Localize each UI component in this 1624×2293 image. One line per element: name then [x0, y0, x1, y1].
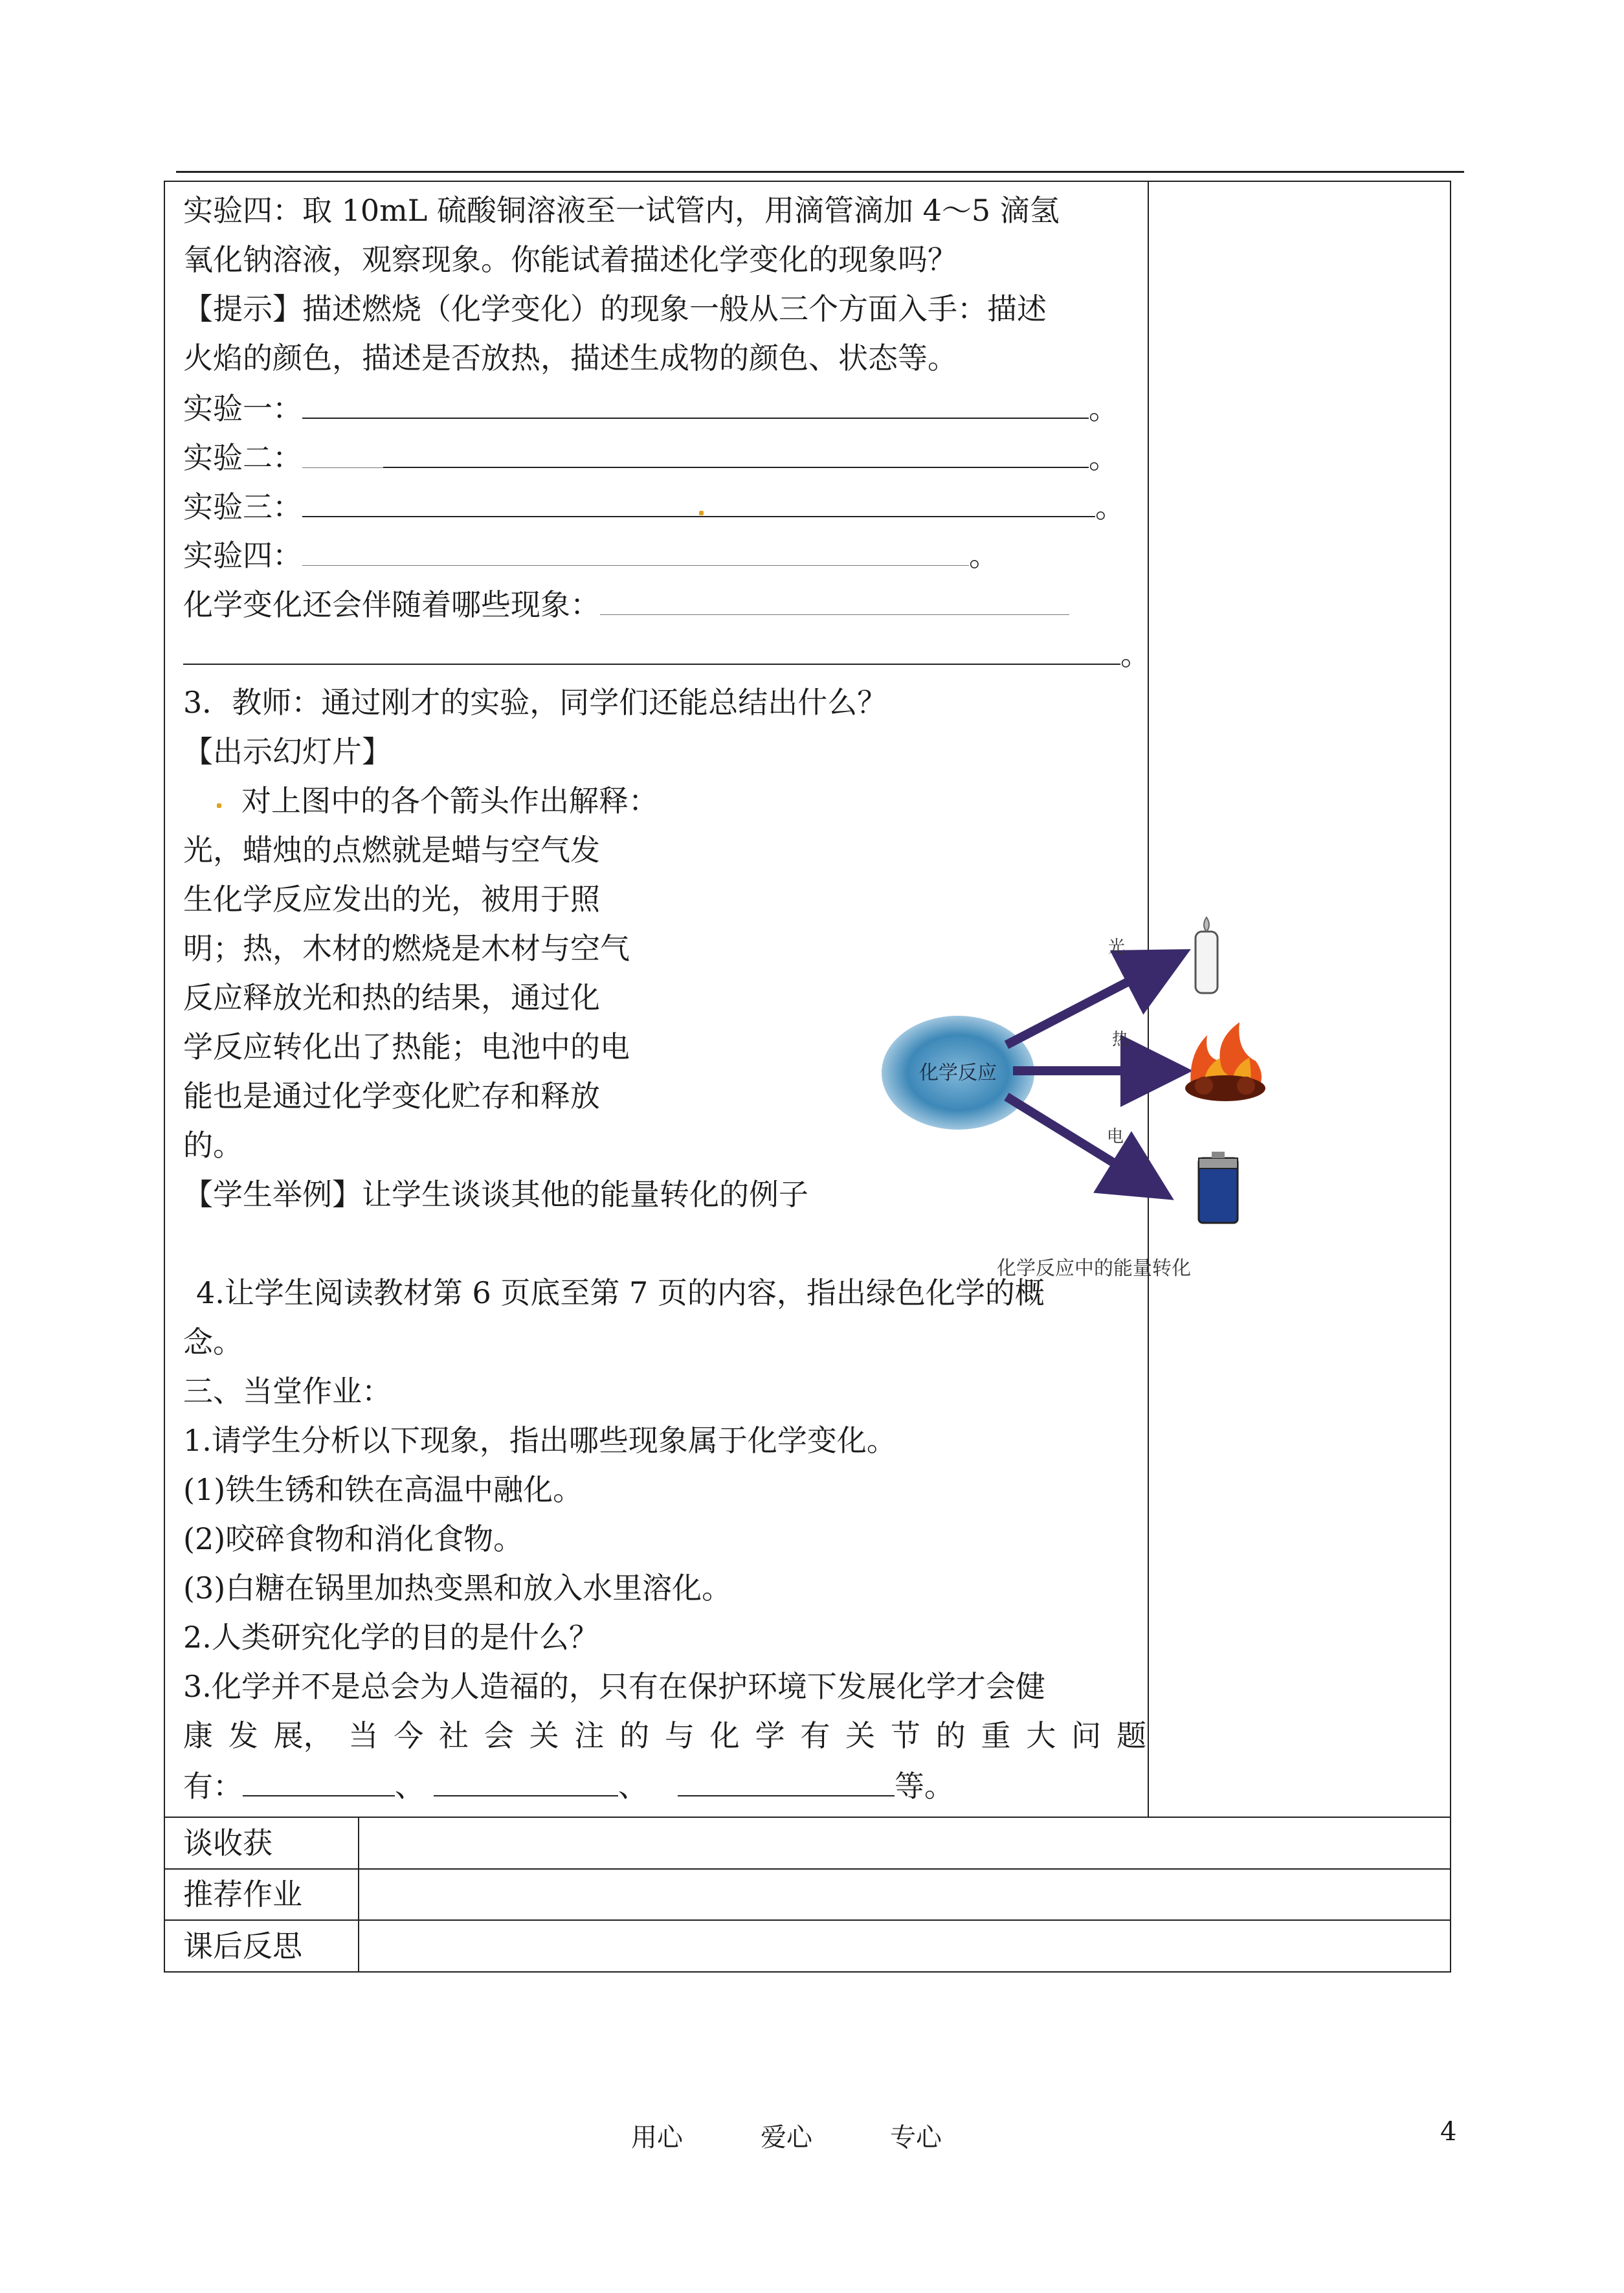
q3-blank3[interactable]	[678, 1760, 895, 1796]
q3-word-20: 题	[1116, 1718, 1146, 1753]
arrow-light	[1007, 957, 1175, 1045]
exp3-period: 。	[1095, 489, 1125, 524]
homework-q1a: (1)铁生锈和铁在高温中融化。	[183, 1472, 583, 1507]
accompany-period: 。	[1120, 637, 1150, 672]
exp2-answer-line-a[interactable]	[302, 432, 383, 468]
exp3-label: 实验三：	[183, 489, 302, 524]
q3-word-14: 关	[845, 1718, 876, 1753]
exp2-answer-line-b[interactable]	[383, 432, 1089, 468]
explanation-line7: 能也是通过化学变化贮存和释放	[183, 1079, 600, 1113]
stray-mark	[699, 511, 704, 515]
q3-word-13: 有	[800, 1718, 830, 1753]
experiment4-line2: 氧化钠溶液，观察现象。你能试着描述化学变化的现象吗？	[183, 242, 957, 277]
header-rule	[176, 171, 1464, 173]
q3-word-6: 会	[484, 1718, 514, 1753]
homework-q1c: (3)白糖在锅里加热变黑和放入水里溶化。	[183, 1571, 732, 1605]
accompany-answer-line2[interactable]	[183, 629, 1120, 665]
q3-word-3: 当	[348, 1718, 379, 1753]
homework-q1: 1.请学生分析以下现象，指出哪些现象属于化学变化。	[183, 1423, 896, 1458]
q3-sep2: 、	[618, 1769, 648, 1804]
q3-word-17: 重	[981, 1718, 1011, 1753]
exp1-label: 实验一：	[183, 391, 302, 426]
q3-word-19: 问	[1071, 1718, 1102, 1753]
arrow-electric	[1007, 1097, 1159, 1191]
slides-heading: 【出示幻灯片】	[183, 734, 392, 769]
reflection-label: 课后反思	[164, 1920, 359, 1972]
content-cell	[164, 181, 1191, 1817]
q3-word-10: 与	[664, 1718, 695, 1753]
explanation-line6: 学反应转化出了热能；电池中的电	[183, 1029, 630, 1064]
accompany-row2	[183, 629, 1150, 679]
reading-line1: 4.让学生阅读教材第 6 页底至第 7 页的内容，指出绿色化学的概	[196, 1275, 1045, 1310]
q3-word-7: 关	[529, 1718, 559, 1753]
footer-word2: 爱心	[761, 2123, 812, 2153]
exp1-answer-line[interactable]	[302, 383, 1089, 419]
label-heat: 热	[1112, 1030, 1129, 1049]
explanation-line2: 光，蜡烛的点燃就是蜡与空气发	[183, 833, 600, 867]
homework-q2: 2.人类研究化学的目的是什么？	[183, 1620, 599, 1655]
harvest-field[interactable]	[359, 1817, 1451, 1868]
q3-word-8: 注	[574, 1718, 605, 1753]
explanation-line1: 对上图中的各个箭头作出解释：	[241, 783, 658, 818]
footer-word3: 专心	[890, 2123, 942, 2153]
recommended-homework-label: 推荐作业	[164, 1869, 359, 1920]
experiment4-line1: 实验四：取 10mL 硫酸铜溶液至一试管内，用滴管滴加 4～5 滴氢	[183, 193, 1060, 228]
explanation-line4: 明；热，木材的燃烧是木材与空气	[183, 931, 630, 966]
teacher-question: 3．教师：通过刚才的实验，同学们还能总结出什么？	[183, 685, 887, 720]
label-electric: 电	[1107, 1127, 1124, 1146]
q3-word-9: 的	[619, 1718, 650, 1753]
candle-icon	[1196, 917, 1218, 993]
explanation-line8: 的。	[183, 1128, 243, 1163]
hint-line2: 火焰的颜色，描述是否放热，描述生成物的颜色、状态等。	[183, 341, 957, 375]
exp2-blank-row	[183, 432, 1118, 482]
q3-word-2: 展，	[273, 1718, 333, 1753]
recommended-homework-field[interactable]	[359, 1869, 1451, 1920]
accompany-row	[183, 579, 1069, 629]
q3-word-12: 学	[755, 1718, 785, 1753]
reflection-field[interactable]	[359, 1920, 1451, 1972]
exp3-blank-row	[183, 481, 1125, 531]
exp2-period: 。	[1089, 440, 1118, 475]
explanation-line3: 生化学反应发出的光，被用于照	[183, 882, 600, 917]
homework-heading: 三、当堂作业：	[183, 1374, 392, 1409]
homework-q3-line2-words	[183, 1711, 1146, 1760]
hint-line1: 【提示】描述燃烧（化学变化）的现象一般从三个方面入手：描述	[183, 291, 1047, 326]
q3-word-1: 发	[228, 1718, 258, 1753]
q3-word-0: 康	[183, 1718, 213, 1753]
q3-word-18: 大	[1026, 1718, 1056, 1753]
reaction-label: 化学反应	[919, 1062, 997, 1084]
q3-word-4: 今	[394, 1718, 424, 1753]
exp2-label: 实验二：	[183, 440, 302, 475]
exp1-period: 。	[1089, 391, 1118, 426]
fire-icon	[1185, 1022, 1265, 1101]
q3-blank2[interactable]	[434, 1760, 618, 1796]
exp4-label: 实验四：	[183, 538, 302, 573]
battery-icon	[1199, 1152, 1238, 1223]
q3-sep1: 、	[395, 1769, 425, 1804]
label-light: 光	[1108, 937, 1126, 957]
homework-q3-line3	[183, 1760, 954, 1811]
q3-word-15: 节	[890, 1718, 920, 1753]
accompany-label: 化学变化还会伴随着哪些现象：	[183, 587, 600, 622]
footer-word1: 用心	[631, 2123, 683, 2153]
page-number: 4	[1440, 2117, 1457, 2147]
q3-word-11: 化	[709, 1718, 740, 1753]
energy-conversion-figure	[867, 912, 1285, 1288]
exp4-answer-line[interactable]	[302, 530, 969, 566]
lesson-table	[164, 181, 1451, 1973]
exp4-blank-row	[183, 530, 999, 580]
student-example: 【学生举例】让学生谈谈其他的能量转化的例子	[183, 1177, 808, 1212]
harvest-label: 谈收获	[164, 1817, 359, 1868]
explanation-line5: 反应释放光和热的结果，通过化	[183, 980, 600, 1015]
q3-blank1[interactable]	[243, 1760, 395, 1796]
q3-suffix: 等。	[895, 1769, 954, 1804]
figure-caption: 化学反应中的能量转化	[997, 1257, 1191, 1280]
q3-word-5: 社	[438, 1718, 469, 1753]
homework-q1b: (2)咬碎食物和消化食物。	[183, 1521, 524, 1556]
q3-word-16: 的	[935, 1718, 966, 1753]
homework-q3-line2	[183, 1711, 1146, 1760]
exp1-blank-row	[183, 383, 1118, 433]
reading-line2: 念。	[183, 1325, 243, 1359]
homework-q3-line1: 3.化学并不是总会为人造福的，只有在保护环境下发展化学才会健	[183, 1669, 1045, 1704]
accompany-answer-line[interactable]	[600, 579, 1069, 615]
bullet-mark	[217, 803, 221, 808]
q3-prefix: 有：	[183, 1769, 243, 1804]
exp4-period: 。	[969, 538, 999, 573]
